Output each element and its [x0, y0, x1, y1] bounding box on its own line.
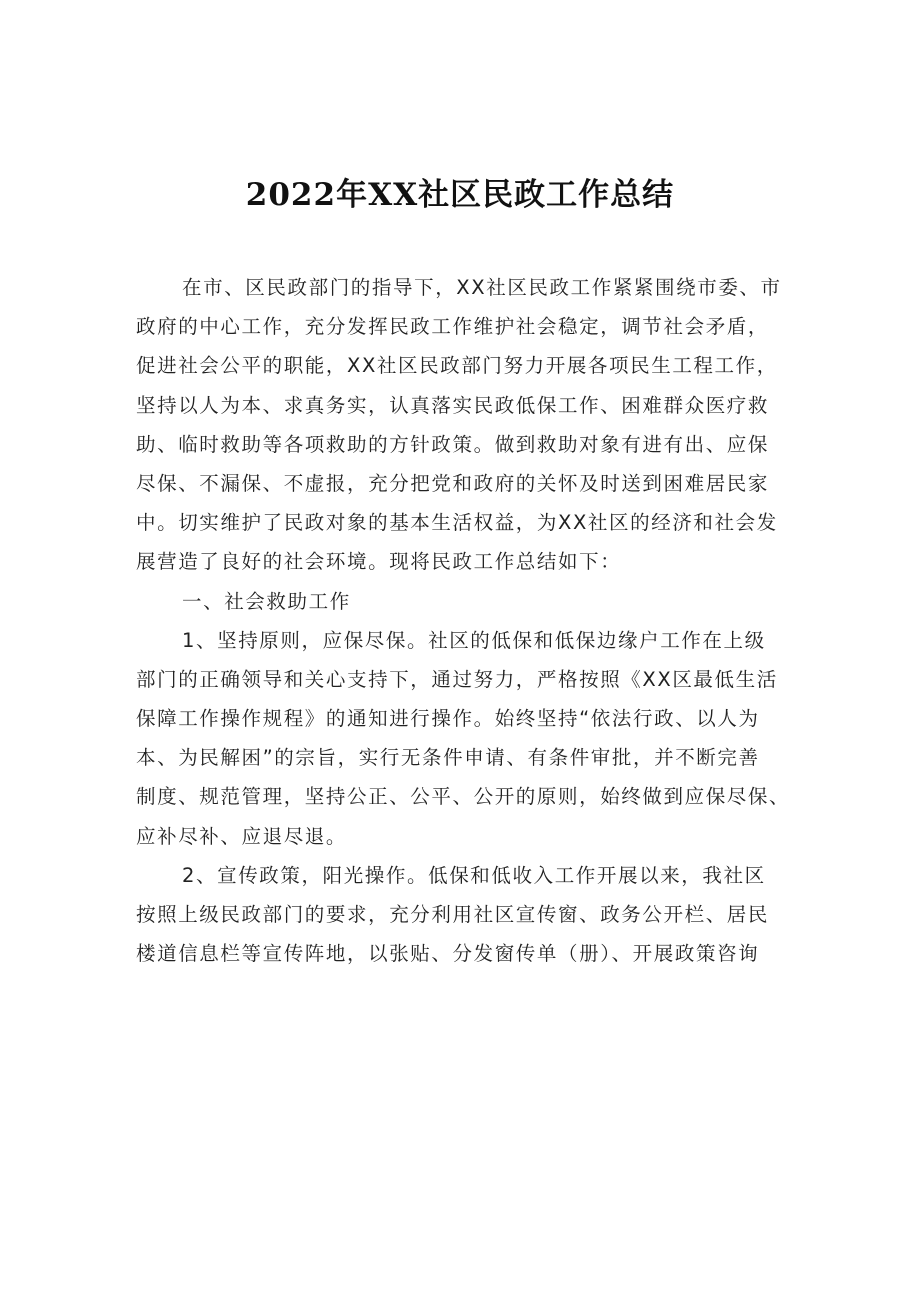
paragraph-line: 本、为民解困”的宗旨，实行无条件申请、有条件审批，并不断完善 — [136, 746, 760, 770]
paragraph-line: 按照上级民政部门的要求，充分利用社区宣传窗、政务公开栏、居民 — [136, 903, 770, 926]
paragraph-line: 1、坚持原则，应保尽保。社区的低保和低保边缘户工作在上级 — [182, 628, 766, 652]
paragraph-line: 尽保、不漏保、不虚报，充分把党和政府的关怀及时送到困难居民家 — [136, 471, 770, 495]
paragraph-line: 促进社会公平的职能，XX社区民政部门努力开展各项民生工程工作， — [136, 354, 778, 378]
paragraph-line: 政府的中心工作，充分发挥民政工作维护社会稳定，调节社会矛盾， — [136, 315, 770, 339]
document-title: 2022年XX社区民政工作总结 — [245, 177, 675, 213]
paragraph-line: 2、宣传政策，阳光操作。低保和低收入工作开展以来，我社区 — [182, 863, 766, 887]
paragraph-line: 坚持以人为本、求真务实，认真落实民政低保工作、困难群众医疗救 — [136, 393, 770, 417]
paragraph-line: 展营造了良好的社会环境。现将民政工作总结如下： — [136, 550, 622, 574]
paragraph-line: 楼道信息栏等宣传阵地，以张贴、分发窗传单（册）、开展政策咨询 — [136, 942, 760, 966]
paragraph-line: 应补尽补、应退尽退。 — [136, 824, 348, 848]
section-heading: 一、社会救助工作 — [182, 589, 351, 613]
paragraph-line: 保障工作操作规程》的通知进行操作。始终坚持“依法行政、以人为 — [136, 707, 760, 731]
paragraph-line: 助、临时救助等各项救助的方针政策。做到救助对象有进有出、应保 — [136, 432, 770, 456]
document-body — [136, 268, 798, 973]
paragraph-line: 在市、区民政部门的指导下，XX社区民政工作紧紧围绕市委、市 — [182, 276, 782, 299]
paragraph-line: 制度、规范管理，坚持公正、公平、公开的原则，始终做到应保尽保、 — [136, 785, 791, 809]
paragraph-line: 部门的正确领导和关心支持下，通过努力，严格按照《XX区最低生活 — [136, 667, 778, 691]
paragraph-line: 中。切实维护了民政对象的基本生活权益，为XX社区的经济和社会发 — [136, 511, 778, 535]
